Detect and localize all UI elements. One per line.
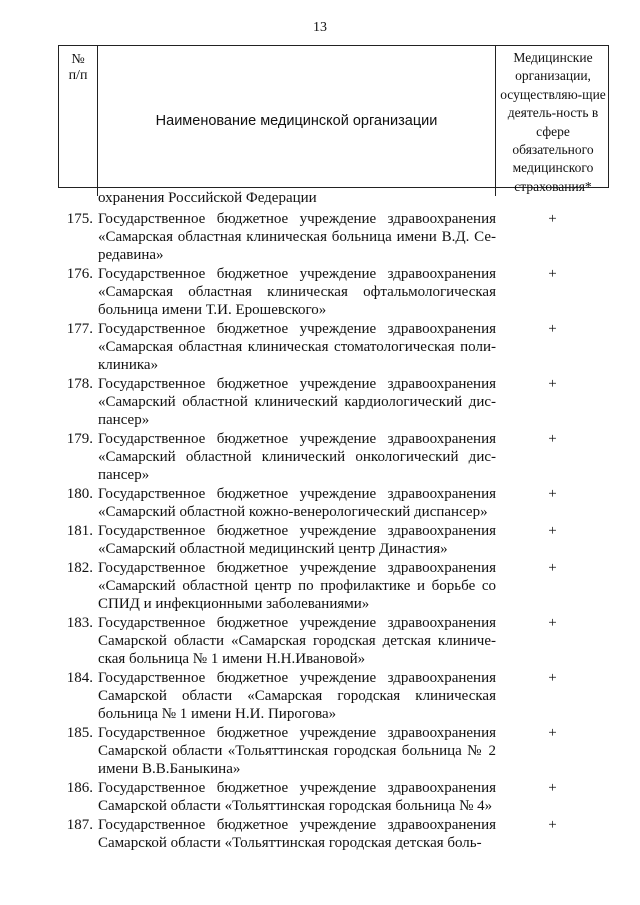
organization-name: Государственное бюджетное учреждение здравоохранения «Самарская областная клиническая больница имени В.Д. Се-редавина» (98, 211, 496, 263)
organization-name: Государственное бюджетное учреждение здравоохранения «Самарский областной кожно-венерологический диспансер» (98, 486, 496, 520)
row-number: 176. (66, 266, 93, 282)
row-number: 183. (66, 615, 93, 631)
row-number: 187. (66, 817, 93, 833)
row-number: 177. (66, 321, 93, 337)
organization-name: Государственное бюджетное учреждение здравоохранения Самарской области «Тольяттинская городская больница № 2 имени В.В.Баныкина» (98, 725, 496, 777)
row-number: 178. (66, 376, 93, 392)
row-number: 180. (66, 486, 93, 502)
table-row (58, 669, 609, 723)
row-number: 182. (66, 560, 93, 576)
page-number: 13 (313, 20, 327, 35)
header-number-column: № п/п (59, 46, 98, 196)
row-number: 181. (66, 523, 93, 539)
row-number: 186. (66, 780, 93, 796)
continuation-text: охранения Российской Федерации (98, 190, 317, 206)
oms-participation-mark: + (548, 523, 557, 539)
table-row (58, 265, 609, 319)
table-row (58, 430, 609, 484)
organization-name: Государственное бюджетное учреждение здравоохранения Самарской области «Самарская городская детская клиниче-ская больница № 1 имени Н.Н.Ивановой» (98, 615, 496, 667)
oms-participation-mark: + (548, 431, 557, 447)
table-row (58, 210, 609, 264)
oms-participation-mark: + (548, 725, 557, 741)
oms-participation-mark: + (548, 321, 557, 337)
header-oms-column: Медицинские организации, осуществляю-щие деятель-ность в сфере обязательного медицинского страхования* (500, 50, 606, 194)
row-number: 175. (66, 211, 93, 227)
table-row (58, 779, 609, 815)
organization-name: Государственное бюджетное учреждение здравоохранения Самарской области «Самарская городская клиническая больница № 1 имени Н.И. Пирогова» (98, 670, 496, 722)
table-row (58, 724, 609, 778)
row-number: 179. (66, 431, 93, 447)
oms-participation-mark: + (548, 560, 557, 576)
oms-participation-mark: + (548, 376, 557, 392)
organization-name: Государственное бюджетное учреждение здравоохранения «Самарский областной клинический онкологический дис-пансер» (98, 431, 496, 483)
organization-name: Государственное бюджетное учреждение здравоохранения «Самарский областной центр по профилактике и борьбе со СПИД и инфекционными заболеваниями» (98, 560, 496, 612)
table-row (58, 485, 609, 521)
oms-participation-mark: + (548, 211, 557, 227)
oms-participation-mark: + (548, 670, 557, 686)
table-row (58, 816, 609, 852)
row-number: 185. (66, 725, 93, 741)
organization-list (58, 210, 609, 853)
oms-participation-mark: + (548, 780, 557, 796)
organization-name: Государственное бюджетное учреждение здравоохранения «Самарский областной медицинский центр Династия» (98, 523, 496, 557)
organization-name: Государственное бюджетное учреждение здравоохранения Самарской области «Тольяттинская городская детская боль- (98, 817, 496, 851)
organization-name: Государственное бюджетное учреждение здравоохранения «Самарский областной клинический кардиологический дис-пансер» (98, 376, 496, 428)
table-row (58, 375, 609, 429)
oms-participation-mark: + (548, 486, 557, 502)
header-name-column (98, 46, 496, 196)
oms-participation-mark: + (548, 266, 557, 282)
table-header (58, 45, 609, 194)
table-row (58, 522, 609, 558)
table-row (58, 320, 609, 374)
table-row (58, 559, 609, 613)
header-name-label: Наименование медицинской организации (155, 113, 438, 130)
organization-name: Государственное бюджетное учреждение здравоохранения Самарской области «Тольяттинская городская больница № 4» (98, 780, 496, 814)
organization-name: Государственное бюджетное учреждение здравоохранения «Самарская областная клиническая офтальмологическая больница имени Т.И. Ерошевского» (98, 266, 496, 318)
table-row (58, 614, 609, 668)
oms-participation-mark: + (548, 615, 557, 631)
row-number: 184. (66, 670, 93, 686)
organization-name: Государственное бюджетное учреждение здравоохранения «Самарская областная клиническая стоматологическая поли-клиника» (98, 321, 496, 373)
oms-participation-mark: + (548, 817, 557, 833)
